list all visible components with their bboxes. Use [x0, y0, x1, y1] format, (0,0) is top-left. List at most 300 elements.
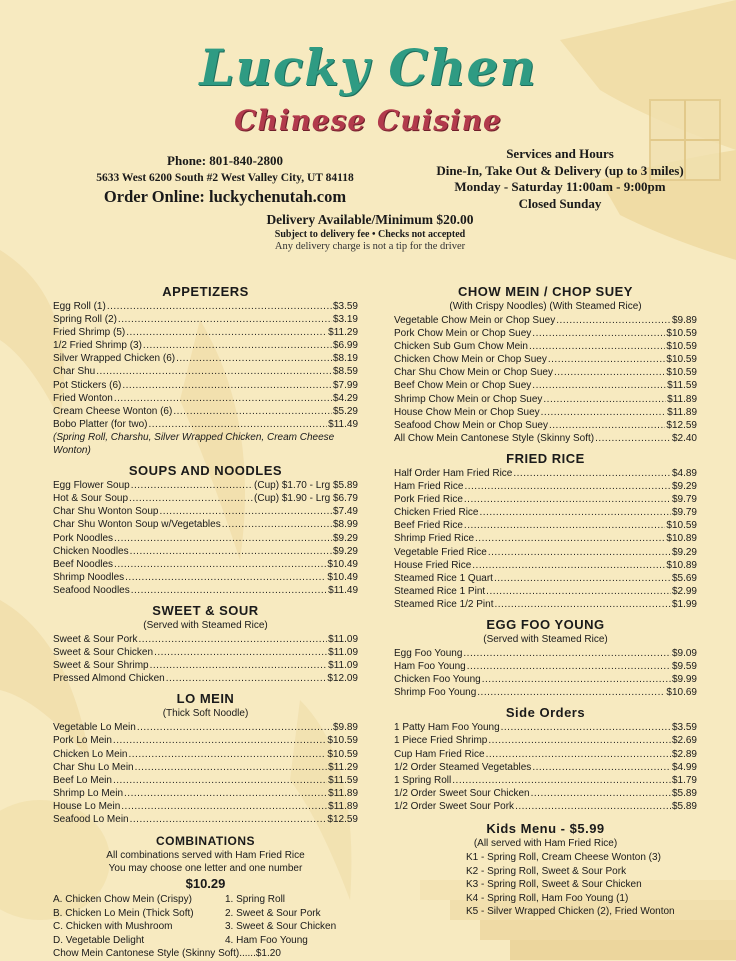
- menu-item: [394, 598, 697, 611]
- leader-dots: [467, 660, 671, 673]
- menu-item-name: Egg Flower Soup: [53, 480, 130, 492]
- menu-item: [394, 572, 697, 585]
- menu-item: [394, 559, 697, 572]
- menu-item-name: Sweet & Sour Chicken: [53, 647, 154, 659]
- menu-item-price: $10.59: [666, 367, 697, 379]
- menu-item-price: $9.79: [671, 494, 697, 506]
- leader-dots: [532, 761, 671, 774]
- menu-item: [53, 633, 358, 646]
- menu-item: [53, 518, 358, 531]
- menu-item-price: $9.29: [671, 481, 697, 493]
- menu-item-name: House Chow Mein or Chop Suey: [394, 406, 540, 418]
- menu-item-price: $10.49: [327, 558, 358, 570]
- menu-item-name: 1 Piece Fried Shrimp: [394, 735, 488, 747]
- menu-item-price: $11.09: [328, 633, 358, 645]
- leader-dots: [532, 379, 666, 392]
- menu-item-name: Shrimp Fried Rice: [394, 533, 475, 545]
- leader-dots: [515, 800, 671, 813]
- leader-dots: [114, 392, 332, 405]
- leader-dots: [130, 813, 327, 826]
- menu-item-price: $10.49: [327, 571, 358, 583]
- list-item: A. Chicken Chow Mein (Crispy): [53, 894, 192, 906]
- leader-dots: [513, 467, 671, 480]
- closed-day: Closed Sunday: [518, 195, 602, 211]
- leader-dots: [477, 686, 665, 699]
- menu-item-price: $9.99: [671, 674, 697, 686]
- menu-item-name: Egg Roll (1): [53, 301, 106, 312]
- delivery-note: Subject to delivery fee • Checks not accepted: [274, 229, 466, 240]
- menu-item-price: (Cup) $1.90 - Lrg $6.79: [254, 493, 358, 505]
- menu-item-price: $3.19: [332, 314, 358, 326]
- leader-dots: [532, 327, 665, 340]
- menu-item-name: Chicken Foo Young: [394, 674, 481, 686]
- section-title: Kids Menu - $5.99: [486, 821, 605, 836]
- menu-item-price: $4.99: [671, 761, 697, 773]
- menu-item-name: Cream Cheese Wonton (6): [53, 405, 173, 417]
- menu-item: [394, 774, 697, 787]
- combo-letters: [53, 893, 225, 947]
- menu-item-name: Fried Shrimp (5): [53, 327, 126, 339]
- menu-item-name: Steamed Rice 1 Quart: [394, 572, 493, 584]
- menu-item: [53, 748, 358, 761]
- menu-item-price: (Cup) $1.70 - Lrg $5.89: [254, 480, 358, 492]
- menu-item-price: $4.29: [332, 392, 358, 404]
- menu-item-name: 1 Patty Ham Foo Young: [394, 722, 500, 734]
- menu-item: [394, 379, 697, 392]
- combo-line: You may choose one letter and one number: [108, 863, 303, 875]
- menu-item: [53, 313, 358, 326]
- leader-dots: [128, 748, 326, 761]
- phone-number: Phone: 801-840-2800: [167, 153, 283, 168]
- menu-item: [394, 721, 697, 734]
- menu-item: [394, 327, 697, 340]
- leader-dots: [124, 787, 327, 800]
- menu-item-price: $10.59: [327, 735, 358, 747]
- menu-item: [394, 748, 697, 761]
- section-subtitle: (Served with Steamed Rice): [483, 633, 608, 645]
- menu-item: [53, 558, 358, 571]
- menu-item: [53, 532, 358, 545]
- menu-item-name: Shrimp Chow Mein or Chop Suey: [394, 393, 543, 405]
- menu-item-name: Beef Noodles: [53, 558, 114, 570]
- menu-item-price: $10.69: [666, 687, 697, 699]
- menu-item-price: $7.99: [332, 379, 358, 391]
- menu-item-price: $1.99: [671, 598, 697, 610]
- delivery-info: [170, 212, 570, 252]
- menu-item-price: $9.29: [332, 532, 358, 544]
- services-title: Services and Hours: [506, 146, 614, 161]
- list-item: K3 - Spring Roll, Sweet & Sour Chicken: [466, 879, 642, 890]
- menu-item: [53, 571, 358, 584]
- leader-dots: [452, 774, 671, 787]
- menu-item: [394, 686, 697, 699]
- menu-item-name: Pot Stickers (6): [53, 379, 122, 391]
- menu-item: [394, 480, 697, 493]
- menu-item: [53, 479, 358, 492]
- menu-item: [53, 505, 358, 518]
- leader-dots: [486, 748, 671, 761]
- menu-item: [394, 419, 697, 432]
- menu-item-name: Pork Lo Mein: [53, 735, 112, 747]
- menu-item-price: $5.69: [671, 572, 697, 584]
- menu-item: [394, 585, 697, 598]
- menu-item-price: $7.49: [332, 506, 358, 518]
- menu-item-name: Shrimp Lo Mein: [53, 787, 124, 799]
- menu-item-price: $3.59: [332, 301, 358, 312]
- list-item: D. Vegetable Delight: [53, 934, 145, 946]
- menu-item: [53, 646, 358, 659]
- leader-dots: [159, 505, 332, 518]
- menu-item: [53, 734, 358, 747]
- leader-dots: [482, 673, 671, 686]
- leader-dots: [135, 761, 328, 774]
- menu-item-name: Egg Foo Young: [394, 647, 463, 659]
- menu-item-name: Char Shu Wonton Soup w/Vegetables: [53, 519, 221, 531]
- menu-item-price: $11.89: [667, 393, 697, 405]
- leader-dots: [125, 571, 326, 584]
- menu-item-price: $8.19: [332, 353, 358, 365]
- menu-item-price: $11.59: [328, 774, 358, 786]
- menu-item: [394, 314, 697, 327]
- menu-item-name: Pork Chow Mein or Chop Suey: [394, 328, 532, 340]
- menu-item: [53, 379, 358, 392]
- kids-menu-list: [394, 851, 697, 919]
- delivery-tip: Any delivery charge is not a tip for the driver: [274, 241, 466, 252]
- section-title: APPETIZERS: [162, 284, 249, 299]
- menu-item: [394, 532, 697, 545]
- menu-item: [394, 787, 697, 800]
- menu-item-price: $12.59: [666, 419, 697, 431]
- menu-item: [394, 660, 697, 673]
- menu-item: [53, 405, 358, 418]
- menu-item-price: $2.69: [671, 735, 697, 747]
- leader-dots: [130, 545, 332, 558]
- egg-foo-young-list: [394, 647, 697, 699]
- section-title: COMBINATIONS: [155, 834, 256, 849]
- menu-item-name: Char Shu Chow Mein or Chop Suey: [394, 367, 553, 379]
- menu-item-name: All Chow Mein Cantonese Style (Skinny Soft): [394, 432, 595, 444]
- menu-item-price: $9.09: [671, 647, 697, 659]
- menu-item-name: Pressed Almond Chicken: [53, 673, 165, 685]
- combo-options: [53, 893, 358, 947]
- leader-dots: [148, 418, 327, 431]
- menu-item-name: Hot & Sour Soup: [53, 493, 129, 505]
- section-subtitle: (Served with Steamed Rice): [143, 619, 268, 631]
- right-column: [394, 278, 697, 919]
- menu-item: [53, 418, 358, 431]
- list-item: 4. Ham Foo Young: [225, 934, 308, 946]
- menu-item-name: Char Shu Lo Mein: [53, 761, 134, 773]
- menu-item-name: Shrimp Noodles: [53, 571, 125, 583]
- menu-item-name: Seafood Lo Mein: [53, 814, 129, 825]
- logo-title: Lucky Chen: [199, 38, 537, 97]
- menu-item-name: 1 Spring Roll: [394, 774, 452, 786]
- menu-item: [53, 800, 358, 813]
- leader-dots: [529, 340, 665, 353]
- menu-item-name: Sweet & Sour Pork: [53, 633, 138, 645]
- menu-item-name: Chicken Lo Mein: [53, 748, 128, 760]
- menu-item: [394, 340, 697, 353]
- menu-item-price: $5.89: [671, 787, 697, 799]
- section-subtitle: (All served with Ham Fried Rice): [473, 838, 618, 849]
- leader-dots: [122, 379, 332, 392]
- menu-item: [53, 672, 358, 685]
- leader-dots: [486, 585, 671, 598]
- menu-item-price: $10.89: [666, 559, 697, 571]
- leader-dots: [173, 405, 332, 418]
- leader-dots: [126, 326, 327, 339]
- menu-item: [394, 800, 697, 813]
- leader-dots: [488, 546, 671, 559]
- menu-item-price: $11.29: [328, 761, 358, 773]
- leader-dots: [113, 734, 326, 747]
- chow-mein-list: [394, 314, 697, 445]
- menu-item-price: $9.79: [671, 507, 697, 519]
- services-line: Dine-In, Take Out & Delivery (up to 3 miles): [436, 162, 684, 178]
- menu-item-name: House Lo Mein: [53, 800, 121, 812]
- menu-item-name: Steamed Rice 1 Pint: [394, 585, 486, 597]
- menu-item: [394, 734, 697, 747]
- menu-item-price: $9.59: [671, 661, 697, 673]
- menu-item-name: 1/2 Order Sweet Sour Chicken: [394, 787, 530, 799]
- menu-item-name: Ham Fried Rice: [394, 481, 464, 493]
- menu-item: [394, 673, 697, 686]
- leader-dots: [131, 584, 327, 597]
- menu-item-price: $9.29: [671, 546, 697, 558]
- menu-item: [394, 366, 697, 379]
- section-title: CHOW MEIN / CHOP SUEY: [458, 284, 633, 299]
- side-orders-list: [394, 721, 697, 813]
- list-item: 1. Spring Roll: [225, 894, 286, 906]
- leader-dots: [114, 558, 326, 571]
- menu-item-name: Chicken Noodles: [53, 545, 129, 557]
- leader-dots: [222, 518, 332, 531]
- leader-dots: [464, 519, 665, 532]
- menu-item-name: House Fried Rice: [394, 559, 472, 571]
- menu-item: [394, 761, 697, 774]
- menu-item-price: $9.29: [332, 545, 358, 557]
- menu-item-name: Ham Foo Young: [394, 661, 466, 673]
- menu-item-price: $9.89: [332, 722, 358, 734]
- menu-item-price: $11.49: [328, 418, 358, 430]
- menu-item: [53, 339, 358, 352]
- menu-item-price: $11.09: [328, 647, 358, 659]
- leader-dots: [549, 419, 665, 432]
- menu-item-name: Pork Fried Rice: [394, 494, 463, 506]
- leader-dots: [464, 493, 671, 506]
- leader-dots: [475, 532, 665, 545]
- menu-item-name: Half Order Ham Fried Rice: [394, 467, 513, 479]
- menu-item-name: Seafood Noodles: [53, 584, 130, 596]
- menu-item-name: Vegetable Fried Rice: [394, 546, 487, 558]
- menu-item-price: $12.09: [327, 673, 358, 685]
- leader-dots: [495, 598, 671, 611]
- menu-item-price: $11.89: [328, 787, 358, 799]
- menu-item-name: Pork Noodles: [53, 532, 114, 544]
- menu-item: [394, 406, 697, 419]
- logo-subtitle: Chinese Cuisine: [234, 104, 502, 137]
- leader-dots: [121, 800, 327, 813]
- menu-item-name: Cup Ham Fried Rice: [394, 748, 485, 760]
- menu-item-price: $11.29: [328, 327, 358, 339]
- menu-item-price: $8.59: [332, 366, 358, 378]
- sweet-sour-list: [53, 633, 358, 685]
- leader-dots: [118, 313, 332, 326]
- menu-item-name: Fried Wonton: [53, 392, 113, 404]
- section-title: EGG FOO YOUNG: [486, 616, 605, 632]
- list-item: 3. Sweet & Sour Chicken: [225, 921, 337, 933]
- menu-item-price: $1.79: [671, 774, 697, 786]
- menu-item-name: Chicken Sub Gum Chow Mein: [394, 341, 528, 353]
- leader-dots: [531, 787, 671, 800]
- menu-item: [394, 393, 697, 406]
- leader-dots: [463, 647, 671, 660]
- leader-dots: [129, 492, 253, 505]
- combo-price: $10.29: [185, 876, 226, 892]
- menu-item-price: $6.99: [332, 340, 358, 352]
- menu-item: [53, 352, 358, 365]
- contact-info: [60, 153, 390, 207]
- menu-item-name: Vegetable Lo Mein: [53, 722, 136, 734]
- menu-item-name: 1/2 Order Sweet Sour Pork: [394, 800, 515, 812]
- services-hours: [410, 146, 710, 212]
- menu-item: [53, 392, 358, 405]
- leader-dots: [548, 353, 666, 366]
- menu-item-price: $11.59: [667, 380, 697, 392]
- menu-item-price: $11.49: [328, 584, 358, 596]
- platter-note: (Spring Roll, Charshu, Silver Wrapped Chicken, Cream Cheese Wonton): [53, 431, 335, 457]
- menu-item-price: $10.89: [666, 533, 697, 545]
- section-title: SOUPS AND NOODLES: [128, 463, 283, 479]
- menu-item: [394, 546, 697, 559]
- menu-item-name: Char Shu Wonton Soup: [53, 506, 159, 518]
- menu-item: [53, 787, 358, 800]
- leader-dots: [543, 393, 666, 406]
- leader-dots: [556, 314, 671, 327]
- leader-dots: [501, 721, 671, 734]
- hours: Monday - Saturday 11:00am - 9:00pm: [454, 179, 666, 194]
- soups-list: [53, 479, 358, 597]
- combo-line: All combinations served with Ham Fried Rice: [106, 850, 305, 862]
- menu-item: [394, 647, 697, 660]
- menu-item-price: $12.59: [327, 814, 358, 825]
- menu-item-price: $8.99: [332, 519, 358, 531]
- section-subtitle: (Thick Soft Noodle): [162, 708, 249, 720]
- leader-dots: [137, 721, 332, 734]
- menu-item: [394, 467, 697, 480]
- menu-item-price: $4.89: [671, 467, 697, 479]
- leader-dots: [131, 479, 253, 492]
- menu-item-price: $2.99: [671, 585, 697, 597]
- section-subtitle: (With Crispy Noodles) (With Steamed Rice): [449, 301, 642, 312]
- menu-item: [53, 326, 358, 339]
- leader-dots: [107, 300, 332, 313]
- leader-dots: [166, 672, 327, 685]
- menu-item: [53, 761, 358, 774]
- section-title: LO MEIN: [176, 691, 235, 707]
- menu-item: [394, 506, 697, 519]
- leader-dots: [138, 633, 327, 646]
- menu-item-price: $10.59: [666, 354, 697, 366]
- order-online-link[interactable]: Order Online: luckychenutah.com: [103, 187, 347, 206]
- menu-item-price: $10.59: [666, 341, 697, 353]
- menu-item: [53, 721, 358, 734]
- menu-item-price: $5.29: [332, 405, 358, 417]
- list-item: K1 - Spring Roll, Cream Cheese Wonton (3): [466, 852, 661, 863]
- menu-item: [53, 659, 358, 672]
- address: 5633 West 6200 South #2 West Valley City, UT 84118: [96, 172, 354, 184]
- menu-item-name: Beef Fried Rice: [394, 520, 463, 532]
- menu-item-price: $3.59: [671, 722, 697, 734]
- section-title: Side Orders: [505, 705, 586, 721]
- list-item: K5 - Silver Wrapped Chicken (2), Fried Wonton: [466, 906, 675, 917]
- combo-numbers: [225, 893, 358, 947]
- menu-item: [394, 432, 697, 445]
- menu-item: [53, 365, 358, 378]
- menu-item: [394, 519, 697, 532]
- menu-item-price: $9.89: [671, 315, 697, 326]
- leader-dots: [150, 659, 328, 672]
- menu-item-price: $11.09: [328, 660, 358, 672]
- leader-dots: [176, 352, 332, 365]
- leader-dots: [143, 339, 332, 352]
- menu-item: [53, 774, 358, 787]
- leader-dots: [494, 572, 671, 585]
- list-item: C. Chicken with Mushroom: [53, 921, 173, 933]
- menu-item: [53, 492, 358, 505]
- menu-item-name: Spring Roll (2): [53, 314, 117, 326]
- fried-rice-list: [394, 467, 697, 611]
- menu-item-name: 1/2 Fried Shrimp (3): [53, 340, 142, 352]
- menu-item: [53, 813, 358, 826]
- menu-item-price: $2.89: [671, 748, 697, 760]
- menu-item-name: Char Shu: [53, 366, 96, 378]
- menu-item: [394, 493, 697, 506]
- list-item: 2. Sweet & Sour Pork: [225, 907, 321, 919]
- menu-item-name: Beef Chow Mein or Chop Suey: [394, 380, 532, 392]
- menu-item-name: Chicken Fried Rice: [394, 507, 479, 519]
- section-title: SWEET & SOUR: [152, 602, 259, 618]
- menu-item: [53, 584, 358, 597]
- list-item: B. Chicken Lo Mein (Thick Soft): [53, 907, 194, 919]
- menu-item-price: $10.59: [666, 328, 697, 340]
- menu-item-name: Chicken Chow Mein or Chop Suey: [394, 354, 547, 366]
- leader-dots: [488, 734, 671, 747]
- menu-item-name: Shrimp Foo Young: [394, 687, 477, 699]
- section-title: FRIED RICE: [506, 450, 585, 466]
- left-column: [53, 278, 358, 961]
- leader-dots: [464, 480, 671, 493]
- lo-mein-list: [53, 721, 358, 826]
- leader-dots: [154, 646, 327, 659]
- leader-dots: [113, 774, 327, 787]
- appetizers-list: [53, 300, 358, 431]
- menu-item-price: $10.59: [327, 748, 358, 760]
- menu-item-name: 1/2 Order Steamed Vegetables: [394, 761, 532, 773]
- menu-item-name: Bobo Platter (for two): [53, 418, 148, 430]
- menu-item-price: $10.59: [666, 520, 697, 532]
- menu-item: [394, 353, 697, 366]
- menu-item-name: Silver Wrapped Chicken (6): [53, 353, 176, 365]
- menu-item: [53, 545, 358, 558]
- menu-item-price: $11.89: [667, 406, 697, 418]
- leader-dots: [541, 406, 667, 419]
- leader-dots: [96, 365, 332, 378]
- leader-dots: [595, 432, 671, 445]
- menu-item-price: $2.40: [671, 432, 697, 444]
- menu-item-name: Beef Lo Mein: [53, 774, 112, 786]
- menu-item-name: Steamed Rice 1/2 Pint: [394, 598, 494, 610]
